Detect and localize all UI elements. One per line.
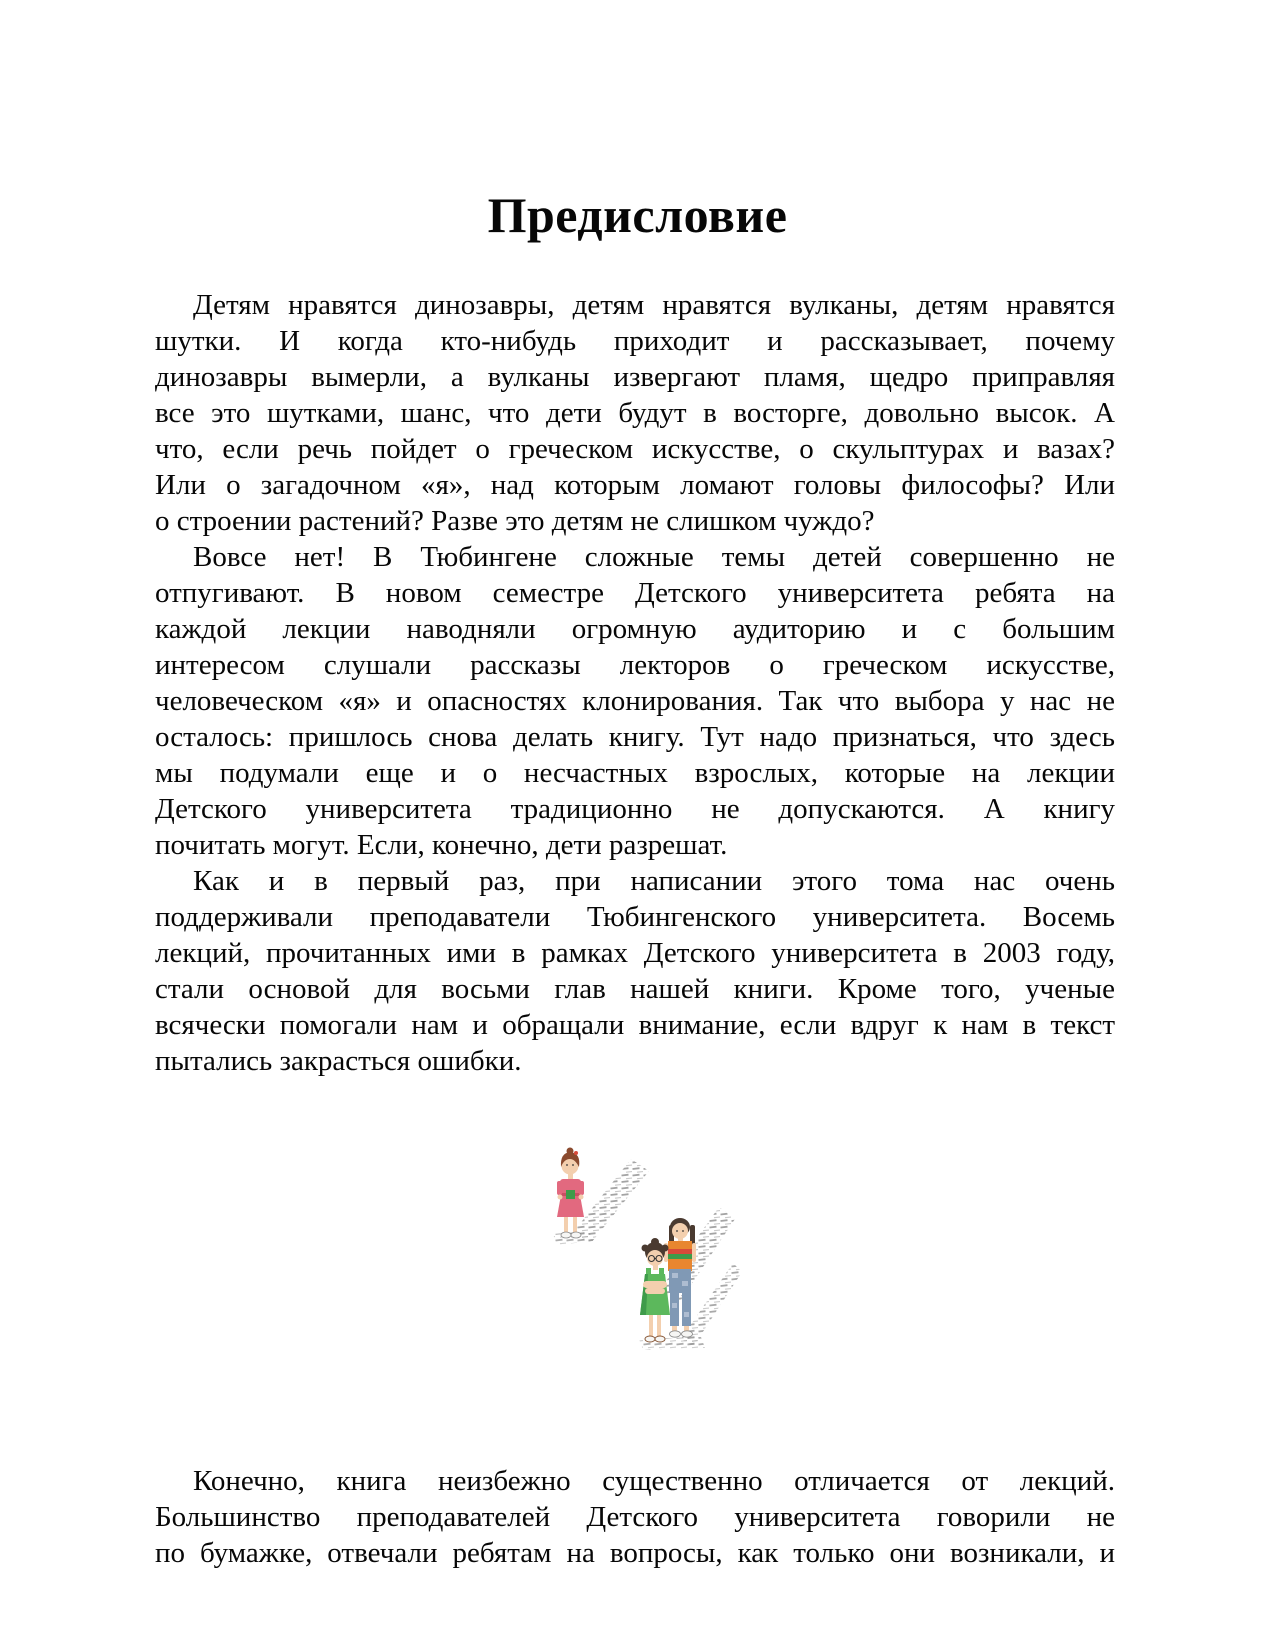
text-line: что, если речь пойдет о греческом искусстве, о скульптурах и вазах? bbox=[155, 433, 1115, 465]
text-line: Детского университета традиционно не допускаются. А книгу bbox=[155, 793, 1115, 825]
text-line: о строении растений? Разве это детям не слишком чуждо? bbox=[155, 505, 875, 537]
text-line: поддерживали преподаватели Тюбингенского университета. Восемь bbox=[155, 901, 1115, 933]
preface-paragraphs-top bbox=[155, 287, 1115, 1079]
text-line: лекций, прочитанных ими в рамках Детского университета в 2003 году, bbox=[155, 937, 1115, 969]
text-line: динозавры вымерли, а вулканы извергают пламя, щедро приправляя bbox=[155, 361, 1115, 393]
text-line: шутки. И когда кто-нибудь приходит и рассказывает, почему bbox=[155, 325, 1115, 357]
text-line: Как и в первый раз, при написании этого тома нас очень bbox=[193, 865, 1115, 897]
text-line: пытались закрасться ошибки. bbox=[155, 1045, 522, 1077]
text-line: Большинство преподавателей Детского университета говорили не bbox=[155, 1501, 1115, 1533]
text-line: по бумажке, отвечали ребятам на вопросы, как только они возникали, и bbox=[155, 1537, 1115, 1569]
text-line: интересом слушали рассказы лекторов о греческом искусстве, bbox=[155, 649, 1115, 681]
text-line: человеческом «я» и опасностях клонирования. Так что выбора у нас не bbox=[155, 685, 1115, 717]
text-line: мы подумали еще и о несчастных взрослых, которые на лекции bbox=[155, 757, 1115, 789]
text-line: каждой лекции наводняли огромную аудиторию и с большим bbox=[155, 613, 1115, 645]
page-title: Предисловие bbox=[487, 187, 788, 243]
text-line: Детям нравятся динозавры, детям нравятся вулканы, детям нравятся bbox=[193, 289, 1115, 321]
text-line: почитать могут. Если, конечно, дети разрешат. bbox=[155, 829, 728, 861]
preface-paragraphs-bottom bbox=[155, 1463, 1115, 1571]
text-line: осталось: пришлось снова делать книгу. Тут надо признаться, что здесь bbox=[155, 721, 1115, 753]
text-line: всячески помогали нам и обращали внимание, если вдруг к нам в текст bbox=[155, 1009, 1115, 1041]
text-line: Вовсе нет! В Тюбингене сложные темы детей совершенно не bbox=[193, 541, 1115, 573]
children-illustration bbox=[0, 1141, 1275, 1463]
three-children-drawing bbox=[533, 1141, 743, 1356]
text-line: стали основой для восьми глав нашей книги. Кроме того, ученые bbox=[155, 973, 1115, 1005]
text-line: Конечно, книга неизбежно существенно отличается от лекций. bbox=[193, 1465, 1115, 1497]
text-line: все это шутками, шанс, что дети будут в восторге, довольно высок. А bbox=[155, 397, 1115, 429]
text-line: отпугивают. В новом семестре Детского университета ребята на bbox=[155, 577, 1115, 609]
text-line: Или о загадочном «я», над которым ломают головы философы? Или bbox=[155, 469, 1115, 501]
